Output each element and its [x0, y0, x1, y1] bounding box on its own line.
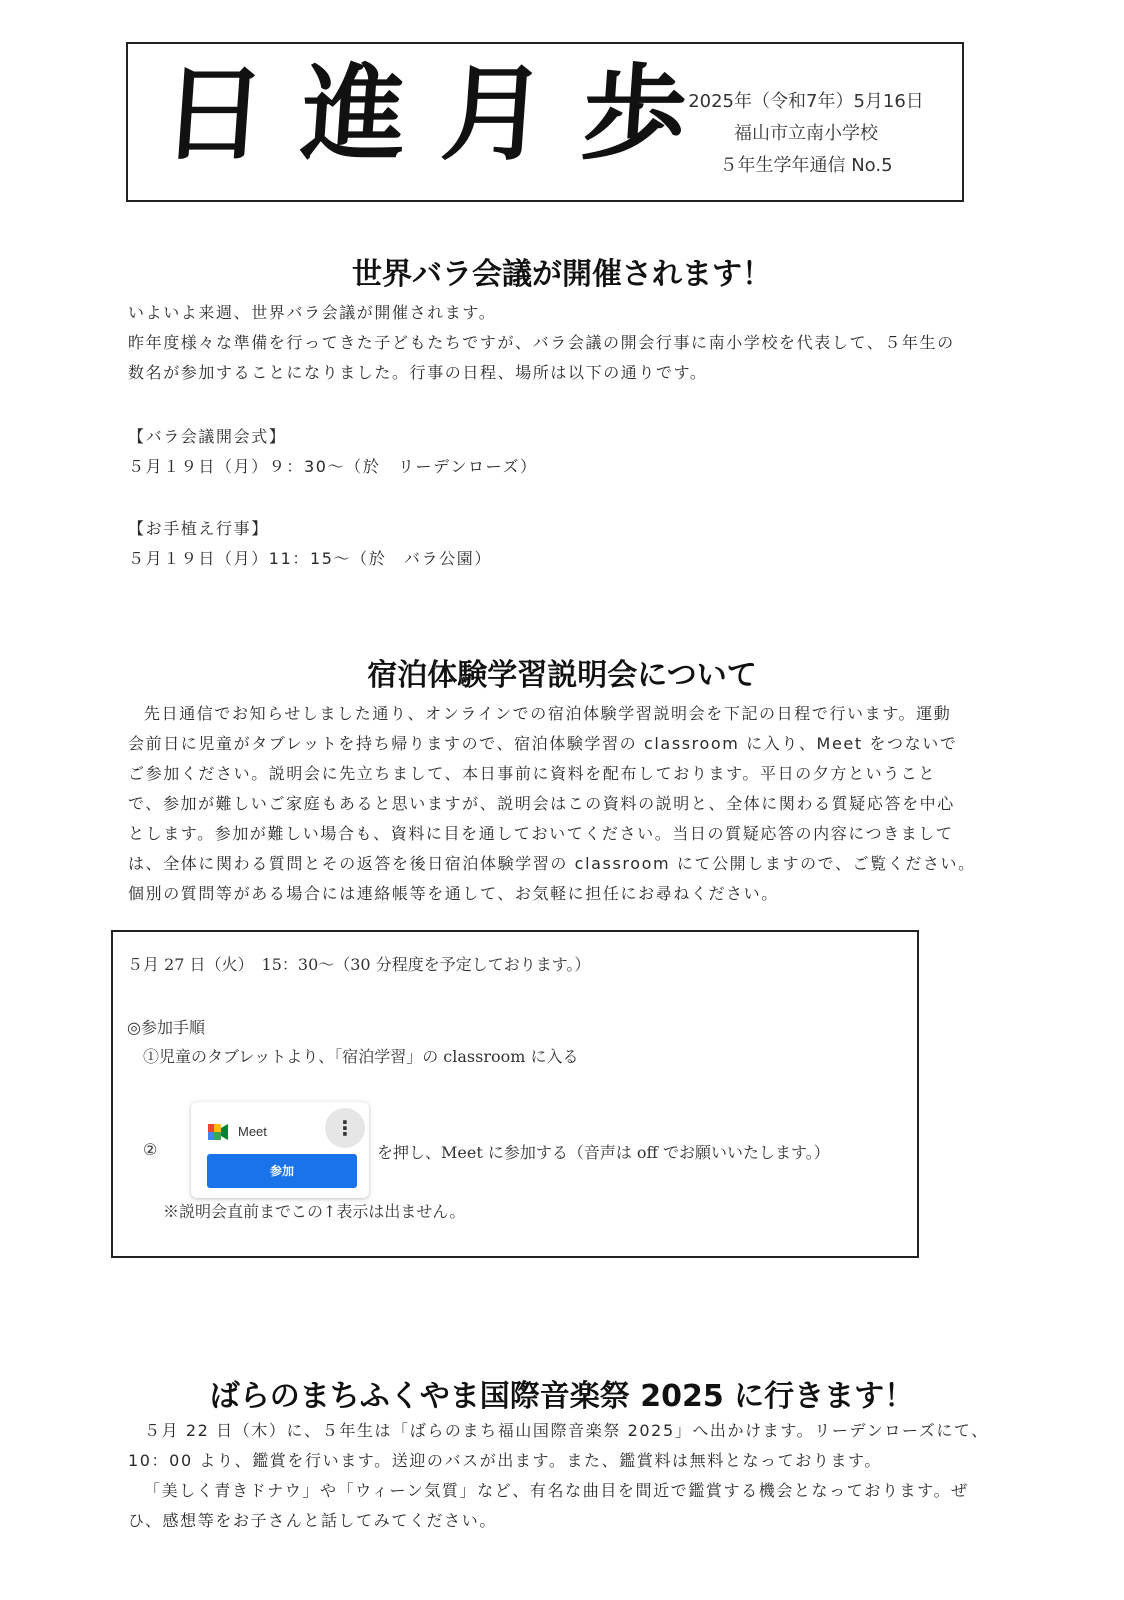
- paragraph-line: 昨年度様々な準備を行ってきた子どもたちですが、バラ会議の開会行事に南小学校を代表して、５年生の: [128, 333, 955, 352]
- rose-conference-body: [128, 298, 988, 388]
- paragraph-line: 先日通信でお知らせしました通り、オンラインでの宿泊体験学習説明会を下記の日程で行います。運動: [144, 704, 952, 723]
- briefing-info-box: [111, 930, 919, 1258]
- meet-label: Meet: [238, 1124, 267, 1139]
- step-2-text: を押し、Meet に参加する（音声は off でお願いいたします。）: [377, 1143, 830, 1162]
- more-options-button[interactable]: ⋮: [325, 1108, 365, 1148]
- meet-join-button[interactable]: 参加: [207, 1154, 357, 1188]
- paragraph-line: は、全体に関わる質問とその返答を後日宿泊体験学習の classroom にて公開しますので、ご覧ください。: [128, 854, 976, 873]
- event-title: 【バラ会議開会式】: [128, 427, 287, 446]
- newsletter-header: [126, 42, 964, 202]
- event-title: 【お手植え行事】: [128, 519, 269, 538]
- event-detail: ５月１９日（月）９：30～（於 リーデンローズ）: [128, 457, 538, 476]
- briefing-schedule: ５月 27 日（火） 15：30～（30 分程度を予定しております。）: [127, 955, 591, 974]
- step-2-number: ②: [143, 1140, 158, 1159]
- overnight-briefing-body: [128, 699, 988, 909]
- google-meet-icon: [208, 1124, 228, 1140]
- paragraph-line: いよいよ来週、世界バラ会議が開催されます。: [128, 303, 497, 322]
- paragraph-line: 会前日に児童がタブレットを持ち帰りますので、宿泊体験学習の classroom に入り、Meet をつないで: [128, 734, 958, 753]
- paragraph-line: ひ、感想等をお子さんと話してみてください。: [128, 1511, 497, 1530]
- steps-title: ◎参加手順: [127, 1018, 205, 1037]
- paragraph-line: ご参加ください。説明会に先立ちまして、本日事前に資料を配布しております。平日の夕方ということ: [128, 764, 937, 783]
- paragraph-line: 個別の質問等がある場合には連絡帳等を通して、お気軽に担任にお尋ねください。: [128, 884, 779, 903]
- issue-date: 2025年（令和7年）5月16日: [688, 91, 924, 112]
- event-opening-ceremony: [128, 422, 988, 482]
- event-detail: ５月１９日（月）11：15～（於 バラ公園）: [128, 549, 492, 568]
- section-title-overnight-briefing: 宿泊体験学習説明会について: [367, 658, 757, 693]
- paragraph-line: 「美しく青きドナウ」や「ウィーン気質」など、有名な曲目を間近で鑑賞する機会となっております。ぜ: [144, 1481, 969, 1500]
- issue-number: ５年生学年通信 No.5: [719, 155, 893, 176]
- step-1: ①児童のタブレットより、「宿泊学習」の classroom に入る: [143, 1047, 579, 1066]
- paragraph-line: とします。参加が難しい場合も、資料に目を通しておいてください。当日の質疑応答の内容につきまして: [128, 824, 954, 843]
- section-title-music-festival: ばらのまちふくやま国際音楽祭 2025 に行きます！: [209, 1379, 915, 1414]
- briefing-note: ※説明会直前までこの↑表示は出ません。: [163, 1202, 466, 1221]
- meet-join-card: [191, 1102, 369, 1198]
- masthead-title: 日進月歩: [157, 52, 727, 175]
- paragraph-line: ５月 22 日（木）に、５年生は「ばらのまち福山国際音楽祭 2025」へ出かけます。リーデンローズにて、: [144, 1421, 989, 1440]
- school-name: 福山市立南小学校: [734, 123, 878, 144]
- section-title-rose-conference: 世界バラ会議が開催されます！: [352, 257, 772, 292]
- paragraph-line: で、参加が難しいご家庭もあると思いますが、説明会はこの資料の説明と、全体に関わる質疑応答を中心: [128, 794, 955, 813]
- music-festival-body: [128, 1416, 988, 1536]
- event-planting: [128, 514, 988, 574]
- paragraph-line: 10：00 より、鑑賞を行います。送迎のバスが出ます。また、鑑賞料は無料となっております。: [128, 1451, 882, 1470]
- paragraph-line: 数名が参加することになりました。行事の日程、場所は以下の通りです。: [128, 363, 708, 382]
- header-meta: [662, 86, 950, 182]
